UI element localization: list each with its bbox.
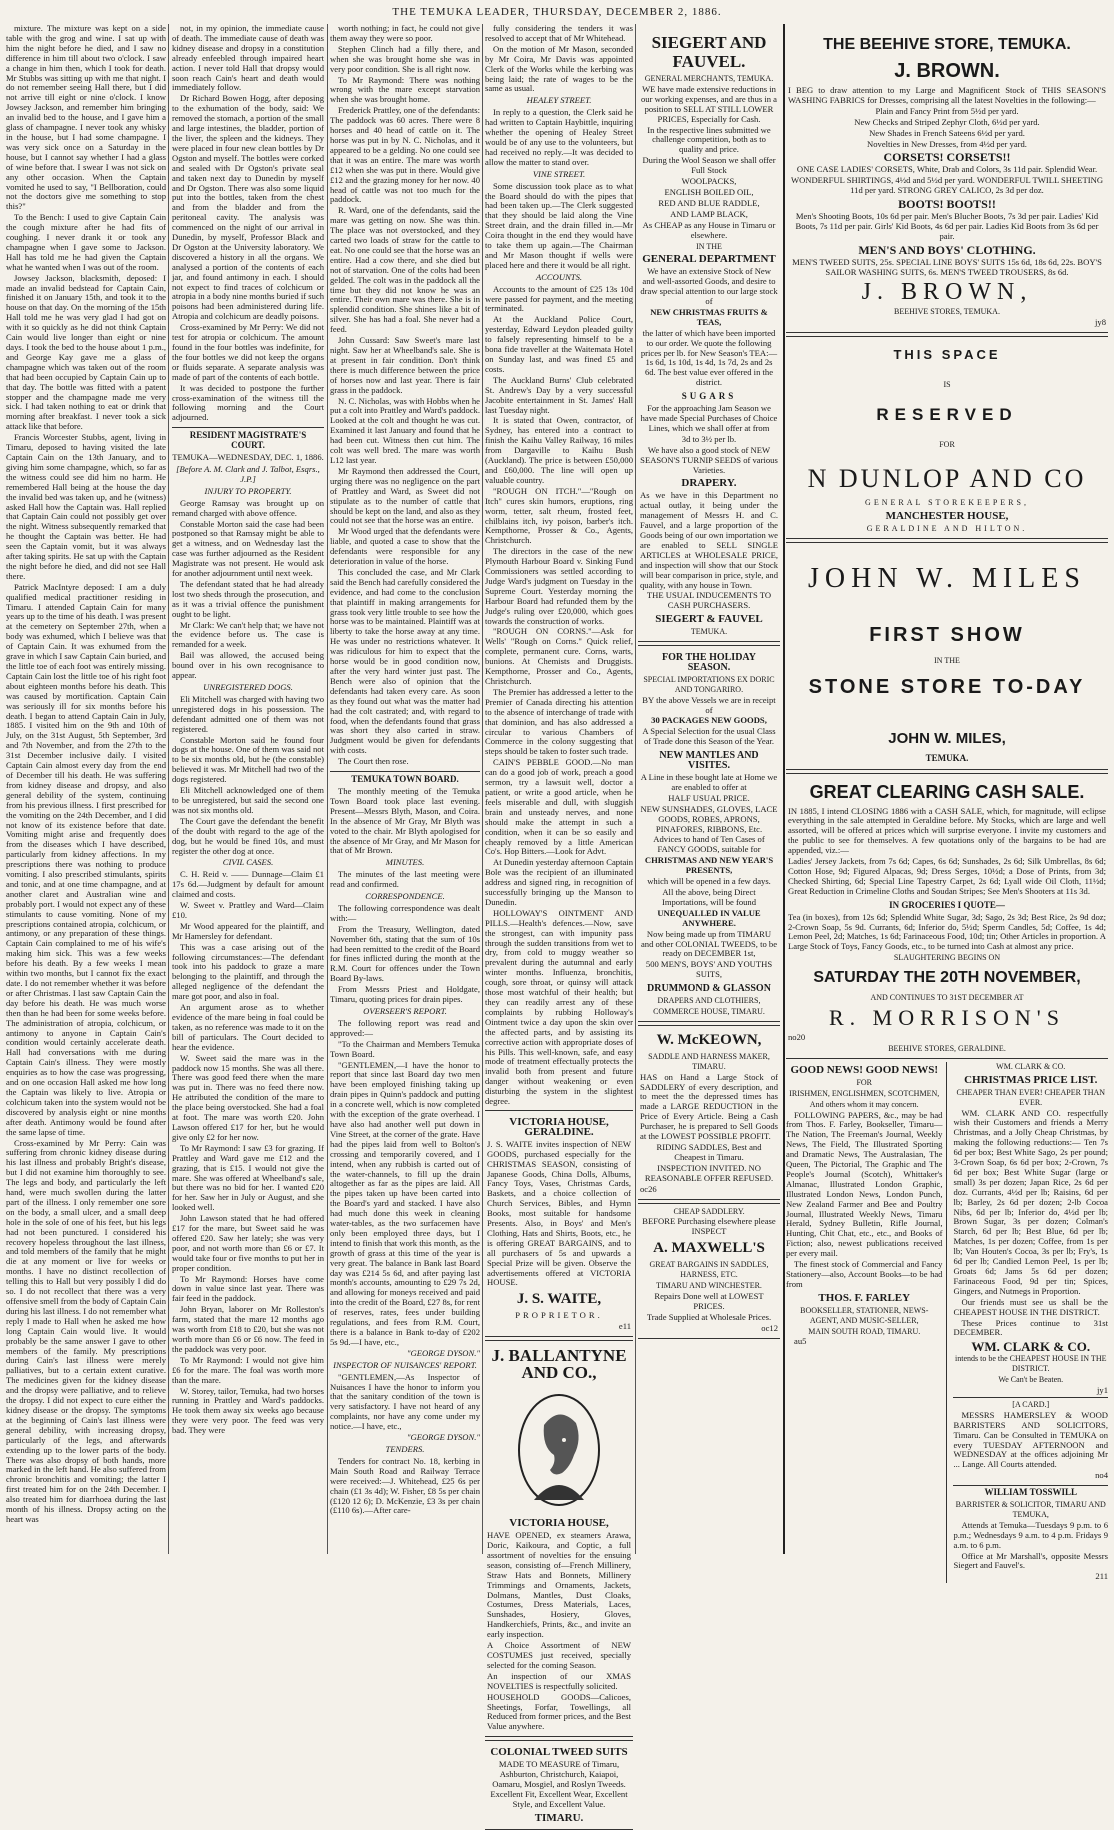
subheading: ACCOUNTS. [535,271,583,282]
ad-body: J. S. WAITE invites inspection of NEW GOODS, purchased especially for the CHRISTMAS SEASON, consisting of Japanese Goods, China Dolls, Albums, Fancy Toys, Vases, Christmas Cards, Baskets, and a choice collection of Church Services, Bibles, and Hymn Books, most suitable for handsome Presents. Also, in Boys' and Men's Clothing, Hats and Shirts, Boots, etc., he is offering GREAT BARGAINS, and to all purchasers of 5s and upwards a Special Prize will be given. Observe the advertisements offered at VICTORIA HOUSE. [487,1138,631,1288]
ad-signature: THOS. F. FARLEY [818,1291,911,1304]
paragraph: Constable Morton said he found four dogs at the house. One of them was said not to be six months old, but he (the constable) believed it was. Mr Mitchell had two of the dogs registered. [172,734,324,785]
subheading: CIVIL CASES. [222,857,274,868]
ad-body: which will be opened in a few days. [647,876,771,887]
subheading: INJURY TO PROPERTY. [204,485,292,496]
paragraph: From the Treasury, Wellington, dated November 6th, stating that the sum of 10s had been remitted to the credit of the Board for fines inflicted during the month at the R.M. Court for offences under the Town Board By-laws. [330,923,480,984]
ad-sub: BEEHIVE STORES, GERALDINE. [888,1043,1006,1053]
ad-body: 500 MEN'S, BOYS' AND YOUTHS SUITS, [645,959,773,980]
column-6 [786,24,1108,1582]
paragraph: Cross-examined by Mr Perry: Cain was suffering from chronic kidney disease during his last illness and probably Bright's disease, but I did not examine him thoroughly to see. The legs and body, and particularly the left hand, were much swollen during the latter part of the illness. I only remember one sore on the body, a small ulcer, and a small deep hole in the sole of one of his feet, but his legs had not been punctured. I considered his recovery hopeless throughout the last illness, and told members of the family that he might die at any moment or live for weeks or months. I have no distinct recollection of telling this to Hall but very possibly I did do so. I do not recollect that there was a very offensive smell from the body of Captain Cain during his last illness. I do not remember what reply I made to Hall when he asked me how long Captain Cain would live. It would probably be the same answer I gave to other members of the family. My prescriptions during Cain's last illness were merely palliatives, but to a certain extent curative. The medicines given for the kidney disease and the dropsy were palliative, and to relieve the dropsy. I did not expect to cure either the kidney disease or the dropsy. The symptoms at the beginning of Cain's last illness were general debility, with increasing dropsy, particularly of the legs, and afterwards extending up to the lower parts of the body. There was also dropsy of both hands, more marked in the left hand. He also suffered from chronic bronchitis and vomiting; the latter I first treated him for on the 24th December. I also treated him for diarrhoea during the last month of his illness. Dropsy acting on the heart was [6,1137,166,1524]
ad-body: A Choice Assortment of NEW COSTUMES just received, specially selected for the coming Season. [487,1640,631,1670]
ad-proprietor: PROPRIETOR. [515,1310,603,1321]
ad-sub: CHEAPER THAN EVER! CHEAPER THAN EVER. [956,1087,1106,1107]
paragraph: Frederick Prattley, one of the defendants: The paddock was 60 acres. There were 8 horses and 40 head of cattle on it. The horse was put in by N. C. Nicholas, and it appeared to be a gelding. No one could see that it was an entire. The mare was worth £12 when she was put in there. Would give £12 and the grazing money for her now. 40 head of cattle was not too much for the paddock. [330,105,480,205]
ad-list-item: RED AND BLUE RADDLE, [658,197,760,208]
ad-body: Men's Shooting Boots, 10s 6d per pair. Men's Blucher Boots, 7s 3d per pair. Ladies' Kid Boots, 7s 11d per pair. Girls' Kid Boots, 4s 6d per pair. Ladies Kid Boots from 3s 6d per pair. [795,210,1099,241]
ad-body: Repairs Done well at LOWEST PRICES. [654,1290,764,1311]
ad-ref: e11 [618,1321,631,1332]
paragraph: George Ramsay was brought up on remand charged with above offence. [172,497,324,518]
advertisement-reserved [786,336,1108,539]
paragraph: "ROUGH ON ITCH."—"Rough on Itch" cures skin humors, eruptions, ring worm, tetter, salt rheum, frosted feet, chilblains itch, ivy poison, barber's itch. Kempthorne, Prosser & Co., Agents, Christchurch. [485,485,633,546]
ad-body: HOUSEHOLD GOODS—Calicoes, Sheetings, Forfar, Towellings, all Reduced from former prices, and the Best Value anywhere. [487,1691,631,1732]
ad-sub: BEEHIVE STORES, TEMUKA. [894,307,1000,317]
ad-card: [A CARD.] [953,1397,1108,1410]
ad-sub: GENERAL STOREKEEPERS, [865,498,1029,508]
ad-place: TEMUKA. [690,627,728,637]
paragraph: It was decided to postpone the further cross-examination of the witness till the following morning and the Court adjourned. [172,382,324,423]
paragraph: It is stated that Owen, contractor, of Sydney, has entered into a contract to finish the Kaihu Valley Railway, 16 miles from Dargaville to Kaihu Bush (Auckland). The price is between £50,000 and £60,000. The line will open up valuable country. [485,415,633,485]
ad-body: During the Wool Season we shall offer Full Stock [642,155,776,176]
ad-text: AND CONTINUES TO 31ST DECEMBER AT [870,993,1024,1003]
ad-body: HAS on Hand a Large Stock of SADDLERY of every description, and to meet the the depressed times has made a LARGE REDUCTION in the Price of Every Article. Being a Cash Purchaser, he is prepared to Sell Goods at the LOWEST POSSIBLE PROFIT. [640,1071,778,1142]
advertisement-ballantyne [485,1340,633,1737]
ad-sub: DRAPERS AND CLOTHIERS, [657,996,761,1006]
ad-ref: no4 [1095,1470,1108,1481]
paragraph: N. C. Nicholas, was with Hobbs when he put a colt into Prattley and Ward's paddock. Looked at the colt and thought he was cut. Examined it last January and found that he had been cut. Witness then cut him. The colt was well bred. The mare was worth L12 last year. [330,395,480,465]
paragraph: The monthly meeting of the Temuka Town Board took place last evening. Present—Messrs Blyth, Mason, and Coira. In the absence of Mr Gray, Mr Blyth was voted to the chair. Mr Blyth apologised for the absence of Mr Gray, and Mr Mason for that of Mr Brown. [330,785,480,856]
ad-signature: J. BROWN, [861,279,1033,306]
paragraph: Stephen Clinch had a filly there, and when she was brought home she was in very poor condition. She is all right now. [330,43,480,74]
ad-body: IN 1885, I intend CLOSING 1886 with a CASH SALE, which, for magnitude, will eclipse everything in the sale attempted in Geraldine before. My Stocks, which are large and well assorted, will be offered at prices which will surprise everyone. I invite my customers and the public to see for themselves. A few quotations only of the bargains to be had are appended, viz.:— [788,805,1106,856]
ad-body: For the approaching Jam Season we have made Special Purchases of Choice Lines, which we shall offer at from [640,403,778,433]
ad-heading: CORSETS! CORSETS!! [883,150,1011,165]
paragraph: The directors in the case of the new Plymouth Harbour Board v. Sinking Fund Commissioners was settled according to Judge Ward's judgment on Tuesday in the Supreme Court. Yesterday morning the Harbour Board had refunded them by the Judge's ruling over £20,000, which goes towards the construction of works. [485,546,633,626]
ad-name: R. MORRISON'S [828,1005,1065,1031]
paragraph: Eli Mitchell was charged with having two unregistered dogs in his possession. The defendant admitted one of them was not registered. [172,693,324,734]
ad-text: FOR [856,1077,873,1087]
paragraph: mixture. The mixture was kept on a side table with the grog and wine. I sat up with him the night before he died, and I saw no difference in him till about two o'clock. I saw a change in him then, which I took for death. Mr Stubbs was sitting up with me that night. I do not remember seeing Hall there, but I did not arrive till eight or nine o'clock. I know Jowsey Jackson, and remember him bringing an invalid bed to the house, and I gave him a glass of champagne. I never took any whisky in the house, but I had some champagne. I was very sick once on a Saturday in the house, but I cannot say whether I had a glass of wine before that. I swear I was not sick on any other occasion. When the Captain vomited he used to say, "I Bellboration, could not the doctors give me something to stop this?" [6,23,166,212]
ad-place: TIMARU. [534,1811,584,1824]
advertisement-clearing-sale [786,773,1108,1059]
paragraph: At Dunedin yesterday afternoon Captain Bole was the recipient of an illuminated address and signed ring, in recognition of successfully bringing up the Manson to Dunedin. [485,857,633,907]
signature: "GEORGE DYSON." [406,1432,480,1443]
ad-body: As we have in this Department no actual outlay, it being under the management of Messrs H. and C. Fauvel, and a large proportion of the Goods being of our own importation we are enabled to SELL SINGLE ARTICLES at WHOLESALE PRICE, and inspection will show that our Stock will bear comparison in price, style, and quality, with any house in Town. [640,490,778,590]
ad-body: INSPECTION INVITED. NO REASONABLE OFFER REFUSED. [644,1162,774,1183]
ad-sub: intends to be the CHEAPEST HOUSE IN THE DISTRICT. [955,1354,1107,1374]
paragraph: Accounts to the amount of £25 13s 10d were passed for payment, and the meeting terminated. [485,283,633,314]
ad-body: NEW CHRISTMAS FRUITS & TEAS, [650,306,768,327]
ad-text: IS [943,380,951,390]
ad-sub: BOOKSELLER, STATIONER, NEWS-AGENT, AND MUSIC-SELLER, [800,1305,929,1325]
ad-body: ONE CASE LADIES' CORSETS, White, Drab and Colors, 3s 11d pair. Splendid Wear. [796,164,1098,175]
paragraph: To Mr Raymond: Horses have come down in value since last year. There was fair feed in the paddock. [172,1273,324,1304]
paragraph: The defendant stated that he had already lost two sheds through the prosecution, and as it was a trivial offence the punishment ought to be light. [172,578,324,619]
ad-body: BEFORE Purchasing elsewhere please INSPECT [642,1216,776,1237]
ad-signature: JOHN W. MILES, [888,729,1006,747]
ad-name: SIEGERT AND FAUVEL. [651,33,767,71]
ad-body: UNEQUALLED IN VALUE ANYWHERE. [657,907,761,928]
advertisement-good-news [786,1062,947,1583]
paragraph: The minutes of the last meeting were read and confirmed. [330,869,480,890]
ad-list-item: New Shades in French Sateens 6½d per yard. [869,127,1025,138]
ad-body: Attends at Temuka—Tuesdays 9 p.m. to 6 p.m.; Wednesdays 9 a.m. to 4 p.m. Fridays 9 a.m. to 6 p.m. [953,1519,1108,1550]
ad-title: FOR THE HOLIDAY SEASON. [662,652,756,673]
paragraph: John Bryan, laborer on Mr Rolleston's farm, stated that the mare 12 months ago was worth from £18 to £20, but she was not worth more than £6 or £6 now. The feed in the paddock was very poor. [172,1304,324,1354]
ad-sub: IRISHMEN, ENGLISHMEN, SCOTCHMEN, [789,1088,940,1098]
ad-body: These Prices continue to 31st DECEMBER. [953,1317,1108,1338]
paragraph: HOLLOWAY'S OINTMENT AND PILLS.—Health's defences.—Now, save the strongest, can with impunity pass through the sudden transitions from wet to dry, from cold to muggy weather so prevalent during the autumnal and early winter months. Influenza, bronchitis, cough, sore throat, or quinsy will attack those most watchful of their health; but they can readily arrest any of these complaints by rubbing Holloway's Ointment twice a day upon the skin over the affected parts, and by assisting its corrective action with appropriate doses of his Pills. This well-known, safe, and easy mode of treatment effectually protects the invalid both from present and future danger without weakening or even disturbing the system in the slightest degree. [485,907,633,1107]
ad-sub: SPECIAL IMPORTATIONS EX DORIC AND TONGARIRO. [643,674,775,694]
paragraph: "To the Chairman and Members Temuka Town Board. [330,1038,480,1059]
paragraph: The following correspondence was dealt with:— [330,902,480,923]
paragraph: W. Storey, tailor, Temuka, had two horses running in Prattley and Ward's paddocks. He took them away six weeks ago because they were very poor. The feed was very bad. They were [172,1385,324,1436]
ad-ref: jy1 [1097,1384,1108,1395]
paragraph: CAIN'S PEBBLE GOOD.—No man can do a good job of work, preach a good sermon, try a lawsuit well, doctor a patient, or write a good article, when he feels miserable and dull, with sluggish brain and unsteady nerves, and none should make the attempt in such a condition, when it can be so easily and cheaply removed by a little American Co's. Hop Bitters.—Look for Advt. [485,757,633,857]
ad-pre: WM. CLARK & CO. [996,1061,1066,1071]
ad-body: HAVE OPENED, ex steamers Arawa, Doric, Kaikoura, and Coptic, a full assortment of novelties for the ensuing season, consisting of—French Millinery, Straw Hats and Bonnets, Millinery Trimmings and Ornaments, Jackets, Dolmans, Mantles, Dust Cloaks, Costumes, Dress Materials, Laces, Sunshades, Hosiery, Gloves, Handkerchiefs, Prints, &c., and invite an early inspection. [487,1530,631,1640]
column-5 [638,24,780,1554]
ad-body: Tea (in boxes), from 12s 6d; Splendid White Sugar, 3d; Sago, 2s 3d; Best Rice, 2s 9d doz; 2-Crown Soap, 5s 9d. Currants, 6d; Inferior do, 5½d; Sperm Candles, 5d; Coffee, 1s 4d; Lemon Peel, 2d; Matches, 1s 6d; Farinaceous Food, 10d; tin; Other Articles in proportion. A Large Stock of Toys, Fancy Goods, etc., to be turned into Cash at almost any price. [788,911,1106,952]
paragraph: At the Auckland Police Court, yesterday, Edward Leydon pleaded guilty to falsely representing himself to be a bona fide traveller at the Waitemata Hotel on Sunday last, and was fined £5 and costs. [485,314,633,374]
ad-heading: GENERAL DEPARTMENT [642,253,776,266]
column-2 [172,24,324,1554]
ad-list-item: AND LAMP BLACK, [670,208,748,219]
ad-list-item: WOOLPACKS, [681,176,737,187]
ad-title: CHRISTMAS PRICE LIST. [964,1073,1098,1086]
section-heading: TEMUKA TOWN BOARD. [330,771,480,785]
ad-body: RIDING SADDLES, Best and Cheapest in Timaru. [656,1142,762,1162]
ad-body: Our friends must see us shall be the CHEAPEST HOUSE IN THE DISTRICT. [953,1296,1108,1317]
paragraph: "ROUGH ON CORNS."—Ask for Wells' "Rough on Corns." Quick relief, complete, permanent cure. Corns, warts, bunions. At Chemists and Druggists. Kempthorne, Prosser and Co., Agents, Christchurch. [485,626,633,686]
ad-body: 30 PACKAGES NEW GOODS, [651,715,767,726]
bottom-ads-row [786,1062,1108,1583]
paragraph: "GENTLEMEN,—I have the honor to report that since last Board day two men have been employed finishing taking up drain pipes in Quinn's paddock and putting in a concrete well, which is now completed with the exception of the grate overhead. I have also had another well put down in Vine Street, at the corner of the grate. Have had the pipes laid from well to Bolton's crossing and temporarily covered, and I intend, when any rubbish is carted out of the water-channels, to fill up the drain altogether as far as the pipes are laid. All the pipes taken up have been carted into the Board's yard and stacked. I have also had much done this week in cleaning water-tables, as the two surfacemen have only been employed three days, but I intend to finish that work this month, as the growth of grass at this time of the year is very great. The balance in Bank last Board day was £214 5s 6d, and after paying last month's accounts, amounting to £29 7s 2d, and allowing for moneys received and paid into the credit of the Board, £27 8s, for rent of reserves, rates, fees under building regulations, and fees from R.M. Court, there is a balance in Bank to-day of £202 5s 9d.—I have, etc., [330,1059,480,1347]
paragraph: not, in my opinion, the immediate cause of death. The immediate cause of death was kidney disease and dropsy in a constitution already enfeebled through impaired heart action. I never told Hall that dropsy would soon reach Cain's heart and death would immediately follow. [172,23,324,93]
ad-body: FOLLOWING PAPERS, &c., may be had from Thos. F. Farley, Bookseller, Timaru—The Nation, The Freeman's Journal, Weekly News, The Field, The Illustrated Sporting and Dramatic News, The Australasian, The Queen, The Pictorial, The Graphic and The People's Journal (Scotch), Whittaker's Almanac, Illustrated London Graphic, Illustrated London News, London Punch, New Zealand Farmer and Bee and Poultry Journal, Illustrated Weekly News, Timaru Herald, Sydney Bulletin, Rifle Journal, Hunting, Chit Chat, etc., etc., and Books of Fiction; also, newest publications received per every mail. [786,1109,943,1259]
paragraph: Mr Clark: We can't help that; we have not the evidence before us. The case is remanded for a week. [172,619,324,650]
paragraph: Mr Wood urged that the defendants were liable, and quoted a case to show that the defendants were responsible for any deterioration in value of the horse. [330,526,480,567]
advertisement-victoria-house [485,1110,633,1337]
ad-house: MANCHESTER HOUSE, [885,509,1009,522]
ad-body: A Line in these bought late at Home we are enabled to offer at [640,772,778,792]
court-bench: [Before A. M. Clark and J. Talbot, Esqrs., J.P.] [176,463,320,484]
section-heading: RESIDENT MAGISTRATE'S COURT. [172,427,324,451]
advertisement-mckeown [638,1025,780,1200]
ad-body: Advices to hand of Ten Cases of FANCY GOODS, suitable for [653,834,765,855]
column-3 [330,24,480,1554]
ad-body: A Special Selection for the usual Class of Trade done this Season of the Year. [642,726,776,747]
advertisement-tweed-suits [485,1740,633,1829]
ad-sub: GENERAL MERCHANTS, TEMUKA. [644,74,774,83]
paragraph: To Mr Raymond: I saw £3 for grazing. If Prattley and Ward gave me £12 and the grazing, that is £15. I would not give the mare. She was offered at Wheelband's sale, but there was no bid for her. I wanted £20 for her. Saw her in July or August, and she looked well. [172,1142,324,1213]
ad-list-item: Plain and Fancy Print from 5½d per yard. [875,105,1019,116]
column-rule [327,24,328,1554]
ad-text: RESERVED [876,405,1018,425]
ad-body: MADE TO MEASURE of Timaru, Ashburton, Christchurch, Kaiapoi, Oamaru, Mosgiel, and Roslyn Tweeds. Excellent Fit, Excellent Wear, Excellent Style, and Excellent Value. [490,1759,628,1809]
paragraph: C. H. Reid v. —— Dunnage—Claim £1 17s 6d.—Judgment by default for amount claimed and costs. [172,869,324,900]
ad-list-item: Novelties in New Dresses, from 4½d per yard. [867,138,1027,149]
column-1 [6,24,166,1554]
column-rule [168,24,169,1554]
advertisement-beehive [786,27,1108,333]
ad-ref: 211 [1095,1571,1108,1582]
paragraph: The Court then rose. [338,756,409,767]
advertisement-clark [953,1062,1108,1583]
ad-heading: NEW MANTLES AND VISITES. [659,750,759,772]
ad-ref: oc12 [761,1322,778,1333]
ad-place: GERALDINE AND HILTON. [866,523,1028,533]
ad-sub: SADDLE AND HARNESS MAKER, TIMARU. [648,1051,770,1071]
ad-text: STONE STORE TO-DAY [808,675,1086,698]
paragraph: To Mr Raymond: There was nothing wrong with the mare except starvation when she was brought home. [330,74,480,105]
paragraph: Jowsey Jackson, blacksmith, deposed: I made an invalid bedstead for Captain Cain, finished it on January 15th, and took it to the house on that day. On the morning of the 15th Hall told me he was very glad I had got on with it so quickly as he did not think Captain Cain would live longer than eight or nine days. I took the bed to the house about 1 p.m., and George Kay gave me a glass of champagne which was taken out of the room that had been occupied by Captain Cain up to that day. The bottle was fitted with a patent stopper and the champagne made me very sick. I had taken nothing to eat or drink that morning after breakfast. I never took a sick attack like that before. [6,272,166,432]
subheading: CORRESPONDENCE. [365,891,445,902]
paragraph: Cross-examined by Mr Perry: We did not test for atropia or colchicum. The amount found in the four bottles was indefinite, for the four bottles we did not keep the organs or fluids separate. A separate analysis was made of part of the contents of each bottle. [172,322,324,382]
subheading: MINUTES. [385,857,425,868]
paragraph: On the motion of Mr Mason, seconded by Mr Coira, Mr Davis was appointed Clerk of the Works while the kerbing was being laid; the rate of wages to be the same as usual. [485,43,633,94]
ad-body: The finest stock of Commercial and Fancy Stationery—also, Account Books—to be had from [786,1259,943,1289]
ad-heading: BOOTS! BOOTS!! [898,197,996,212]
signature: "GEORGE DYSON." [406,1347,480,1358]
advertisement-siegert-fauvel [638,27,780,642]
ad-text: SLAUGHTERING BEGINS ON [893,953,1001,963]
paragraph: W. Sweet said the mare was in the paddock now 15 months. She was all there. There was good feed there when the mare was put in. There was no feed there now. He attributed the condition of the mare to the place being overstocked. She had a foal at foot. The mare was worth £20. John Lawson offered £17 for her, but he would give only £2 for her now. [172,1052,324,1142]
court-date: TEMUKA—WEDNESDAY, DEC. 1, 1886. [172,452,324,463]
ad-title: VICTORIA HOUSE, GERALDINE. [509,1115,609,1138]
ad-name: J. BALLANTYNE AND CO., [491,1346,627,1383]
ad-date: SATURDAY THE 20TH NOVEMBER, [813,969,1081,987]
ad-body: As CHEAP as any House in Timaru or elsewhere. [642,219,776,240]
ad-ref: oc26 [640,1183,657,1194]
ad-body: An inspection of our XMAS NOVELTIES is respectfully solicited. [487,1670,631,1691]
ad-sub: And others whom it may concern. [809,1099,919,1109]
advertisement-holiday-season [638,645,780,1022]
paragraph: Eli Mitchell acknowledged one of them to be unregistered, but said the second one was not six months old. [172,785,324,815]
ad-body: HALF USUAL PRICE. [668,792,750,803]
ad-text: IN THE [934,655,960,665]
ad-house: VICTORIA HOUSE, [509,1517,609,1530]
paragraph: W. Sweet v. Prattley and Ward—Claim £10. [172,900,324,920]
ad-title: THE BEEHIVE STORE, TEMUKA. [823,36,1071,53]
ad-place: TEMUKA. [925,752,969,763]
paragraph: The Premier has addressed a letter to the Premier of Canada directing his attention to the absence of interchange of trade with that dominion, and has also addressed a circular to various Chambers of Commerce in the colony suggesting that steps should be taken to foster such trade. [485,686,633,757]
ad-list-item: ENGLISH BOILED OIL, [664,186,754,197]
paragraph: "GENTLEMEN,—As Inspector of Nuisances I have the honor to inform you that the sanitary condition of the town is very satisfactory. I have not heard of any complaints, nor have any come under my notice.—I have, etc., [330,1371,480,1432]
ad-body: CHRISTMAS AND NEW YEAR'S PRESENTS, [644,855,774,876]
ad-body: Trade Supplied at Wholesale Prices. [646,1311,772,1322]
column-rule [635,24,636,1554]
column-rule [783,24,785,1554]
paragraph: fully considering the tenders it was resolved to accept that of Mr Whitehead. [485,23,633,43]
column-rule [482,24,483,1554]
ad-name: J. S. WAITE, [516,1291,602,1308]
paragraph: R. Ward, one of the defendants, said the mare was getting on now. She was thin. The place was not overstocked, and they carted two loads of straw for the cattle to eat. No one could see that the horse was an entire. Had a cow there, and she died but not of starvation. One of the colts had been gelded. The colt was in the paddock all the time but they did not know he was an entire. Their own mare was there. She is in splendid condition. She shines like a bit of silver. She has had a foal. She never had a feed. [330,205,480,335]
ad-ref: no20 [788,1032,806,1043]
paragraph: The Auckland Burns' Club celebrated St. Andrew's Day by a very successful Jacobite entertainment in St. James' Hall last Tuesday night. [485,374,633,415]
ad-title: COLONIAL TWEED SUITS [490,1746,628,1759]
ad-text: FOR [939,440,955,450]
ad-name: JOHN W. MILES [808,562,1086,594]
paragraph: Mr Wood appeared for the plaintiff, and Mr Hamersley for defendant. [172,920,324,941]
ad-body: 3d to 3½ per lb. [681,433,737,444]
queen-portrait-icon [504,1385,614,1515]
ad-ref: jy8 [1095,317,1106,328]
paragraph: Some discussion took place as to what the Board should do with the pipes that had been taken up.—The Clerk suggested that they should be laid along the Vine Street drain, and the drain filled in.—Mr Coira thought in the end they would have to take them up again.—The Chairman and Mr Mason thought if wells were placed here and there it would be all right. [485,180,633,270]
ad-body: BY the above Vessels we are in receipt of [642,694,776,715]
ad-heading: MEN'S AND BOYS' CLOTHING. [858,242,1036,257]
ad-body: Now being made up from TIMARU and other COLONIAL TWEEDS, to be ready on DECEMBER 1st, [640,928,778,959]
subheading: UNREGISTERED DOGS. [203,682,293,692]
ad-body: MEN'S TWEED SUITS, 25s. SPECIAL LINE BOYS' SUITS 15s 6d, 18s 6d, 22s. BOY'S SAILOR WASHING SUITS, 6s. MEN'S TWEED TROUSERS, 8s 6d. [792,256,1102,277]
ad-body: I BEG to draw attention to my Large and Magnificent Stock of THIS SEASON'S WASHING FABRICS for Dresses, comprising all the latest Novelties in the following:— [788,85,1106,105]
paragraph: Mr Raymond then addressed the Court, urging there was no negligence on the part of Prattley and Ward, as Sweet did not stipulate as to the number of cattle that should be kept on the land, and also as they could not see that the horse was an entire. [330,465,480,526]
ad-body: WONDERFUL SHIRTINGS, 4½d and 5½d per yard. WONDERFUL TWILL SHEETING 11d per yard. STRONG GREY CALICO, 2s 3d per doz. [790,175,1104,196]
ad-body: WE have made extensive reductions in our working expenses, and are thus in a position to SELL AT STILL LOWER PRICES, Especially for Cash. [640,83,778,124]
paragraph: Francis Worcester Stubbs, agent, living in Timaru, deposed to having visited the late Captain Cain on the 13th January, and to giving him some champagne, which, so far as the witness could see did him no harm. He remembered Hall being at the house the day the invalid bed was taken up, and he (witness) asked Hall how the Captain was. Hall replied that Captain Cain could not possibly get over the night. Witness subsequently remarked that he thought the Captain was better. He had seen the Captain vomit, but it was always after taking spirits. He sat up with the Captain the night before he died, and did not see Hall there. [6,432,166,581]
paragraph: John Cussard: Saw Sweet's mare last night. Saw her at Wheelband's sale. She is at present in fair condition. Don't think there is much difference between the price of horses now and last year. There is fair grass in the paddock. [330,335,480,395]
ad-body: WM. CLARK AND CO. respectfully wish their Customers and friends a Merry Christmas, and a Jolly Cheap Christmas, by making the following reductions:— Ten 7s 6d per box; Best White Sago, 2s per pound; 3-Crown Soap, 6s 6d per box; 2-Crown, 7s 6d per box; Best White Sugar (large or small) 3s per dozen; Japan Rice, 2s 6d per doz. Currants, 4½d per lb; Raisins, 6d per lb; Barley, 2s 6d per dozen; 2-lb Cocoa Nibs, 6d per lb; Inferior do, 4½d per lb; Brown Sugar, 3s per dozen; Colman's Starch, 6d per lb; Best Blue, 6d per lb; Matches, 1s per dozen; Coffee, from 1s per lb; Van Houten's Cocoa, 3s per lb; Fry's, 1s 6d per lb; Candied Lemon Peel, 1s per lb; Groats 6d; Jams 5s 6d per dozen; Farinaceous Food, 9d per tin; Spices, Gingers, and Nutmegs in Proportion. [953,1107,1108,1296]
ad-heading: SUGARS [681,391,737,402]
ad-body: In the respective lines submitted we challenge competition, both as to quality and price. [647,124,771,155]
ad-text: FIRST SHOW [869,623,1025,646]
ad-name: WILLIAM TOSSWILL [953,1485,1108,1498]
ad-text: IN THE [696,241,722,251]
ad-sub: GREAT BARGAINS IN SADDLES, HARNESS, ETC. [649,1260,769,1280]
ad-name: A. MAXWELL'S [653,1240,765,1257]
ad-text: THIS SPACE [893,347,1001,363]
paragraph: This was a case arising out of the following circumstances:—The defendant took into his paddock to graze a mare belonging to the plaintiff, and through the alleged negligence of the defendant the mare got poor, and also in foal. [172,941,324,1002]
ad-body: MESSRS HAMERSLEY & WOOD BARRISTERS AND SOLICITORS, Timaru. Can be Consulted in TEMUKA on every TUESDAY AFTERNOON and WEDNESDAY at the offices adjoining Mr ... Lange. All Courts attended. [953,1409,1108,1470]
column-4 [485,23,633,1824]
ad-list-item: New Checks and Striped Zephyr Cloth, 6½d per yard. [854,116,1040,127]
ad-signature: SIEGERT & FAUVEL [655,613,763,626]
ad-name: W. McKEOWN, [656,1031,762,1048]
ad-ref: au5 [794,1336,807,1347]
subheading: HEALEY STREET. [526,95,592,106]
paragraph: worth nothing; in fact, he could not give them away they were so poor. [330,23,480,43]
paragraph: From Messrs Priest and Holdgate, Timaru, quoting prices for drain pipes. [330,984,480,1005]
paragraph: The Court gave the defendant the benefit of the doubt with regard to the age of the dog, but he would be fined 10s, and must register the other dog at once. [172,815,324,856]
masthead: THE TEMUKA LEADER, THURSDAY, DECEMBER 2, 1886. [392,6,722,18]
ad-title: GREAT CLEARING CASH SALE. [809,781,1085,802]
ad-text: We Can't be Beaten. [998,1375,1064,1385]
paragraph: Bail was allowed, the accused being bound over in his own recognisance to appear. [172,650,324,681]
ad-body: THE USUAL INDUCEMENTS TO CASH PURCHASERS. [646,590,772,611]
subheading: OVERSEER'S REPORT. [363,1006,447,1016]
subheading: INSPECTOR OF NUISANCES' REPORT. [333,1359,477,1370]
paragraph: To the Bench: I used to give Captain Cain the cough mixture after he had fits of coughing. I never drank it or took any champagne when I gave some to Jackson. Hall has told me he had given the Captain what he wanted when I was out of the room. [6,212,166,272]
paragraph: John Lawson stated that he had offered £17 for the mare, but Sweet said he was offered £20. Saw her lately; she was very poor, and not worth more than £6 or £7. It would take four or five months to put her in proper condition. [172,1213,324,1273]
ad-body: Ladies' Jersey Jackets, from 7s 6d; Capes, 6s 6d; Sunshades, 2s 6d; Silk Umbrellas, 8s 6d; Cotton Hose, 9d; Figured Alpacas, 9d; Dress Serges, 10½d; a Dose of Prints, from 3d; Checked Shirting, 6d; Special Line Tapestry Carpet, 2s 6d; Lyall wide Oil Cloth, 11½d; Great Reduction in Crimeline Cloths and Soudan Stripes; See Men's Shooters at 11s 3d. [788,856,1106,896]
ad-title: GOOD NEWS! GOOD NEWS! [790,1063,939,1076]
paragraph: Constable Morton said the case had been postponed so that Ramsay might be able to get a witness, and on Wednesday last the case was further adjourned as the Resident Magistrate was not present. He would ask for another adjournment until next week. [172,518,324,579]
ad-heading: DRAPERY. [681,477,737,490]
ad-body: We have an extensive Stock of New and well-assorted Goods, and desire to draw special attention to our large stock of [640,266,778,307]
advertisement-john-miles [786,542,1108,770]
ad-body: Office at Mr Marshall's, opposite Messrs Siegert and Fauvel's. [953,1550,1108,1571]
ad-body: All the above, being Direct Importations, will be found [661,886,757,907]
ad-body: We have also a good stock of NEW SEASON'S TURNIP SEEDS of various Varieties. [640,444,778,475]
paragraph: An argument arose as to whether evidence of the mare being in foal could be taken, as no reference was made to it on the bill of particulars. The Court decided to hear the evidence. [172,1002,324,1052]
ad-pre: CHEAP SADDLERY. [673,1206,745,1216]
ad-sub: BARRISTER & SOLICITOR, TIMARU AND TEMUKA, [955,1500,1106,1519]
subheading: VINE STREET. [532,168,586,179]
ad-name: DRUMMOND & GLASSON [647,983,771,995]
ad-address: COMMERCE HOUSE, TIMARU. [653,1006,765,1016]
paragraph: Dr Richard Bowen Hogg, after deposing to the exhumation of the body, said: We removed the stomach, a portion of the small and large intestines, the bladder, portion of the liver, the spleen and the kidneys. They were placed in four new clean bottles by Dr Ogston and myself. The bottles were corked and sealed with Dr Ogston's private seal and taken next day to Dunedin by myself and Dr Ogston. There was also some liquid put into the bottles, taken from the chest and from the bladder and from the peritoneal cavity. The analysis was commenced on the night of our arrival in Dunedin, by myself, Professor Black and Dr Ogston at the University laboratory. We discovered a history in all the organs. We analysed a portion of the contents of each jar, and found antimony in each. I should not expect to find traces of colchicum or atropia in a body nine months buried if such poisons had been administered during life. Atropia and colchicum are deadly poisons. [172,93,324,322]
ad-name: N DUNLOP AND CO [807,464,1087,494]
ad-name: J. BROWN. [894,60,1000,82]
ad-address: MAIN SOUTH ROAD, TIMARU. [808,1326,921,1336]
ad-signature: WM. CLARK & CO. [971,1339,1091,1355]
ad-body: NEW SUNSHADES, GLOVES, LACE GOODS, ROBES, APRONS, PINAFORES, RIBBONS, Etc. [640,803,778,834]
subheading: TENDERS. [385,1443,425,1454]
ad-heading: IN GROCERIES I QUOTE— [889,899,1005,910]
advertisement-maxwell [638,1203,780,1339]
paragraph: The following report was read and approved:— [330,1017,480,1038]
paragraph: This concluded the case, and Mr Clark said the Bench had carefully considered the evidence, and had come to the conclusion that plaintiff in making arrangements for grass took very little trouble to see how the horse was to be maintained. Plaintiff was at liberty to take the horse away at any time. He was under no restrictions whatever. It was ridiculous for him to expect that the horse would be in good condition now, after the very hard winter just past. The Bench were also of opinion that the defendants had taken every care. As soon as they found out what was the matter had had the colt castrated; and, with regard to food, when the defendants found that grass was short they also carted in straw. Judgment would be given for defendants with costs. [330,566,480,756]
paragraph: Patrick MacIntyre deposed: I am a duly qualified medical practitioner residing in Timaru. I attended Captain Cain for many years up to the time of his death. I was present at the cemetery on September 27th, when a body was exhumed, which I believe was that of Captain Cain. It was exhumed from the grave in which I saw Captain Cain buried, and the little toe of each foot was entirely missing. Captain Cain lost the little toe of his right foot about eighteen months before his death. This was caused by mortification. Captain Cain was seriously ill for six months before his death. I began to attend Captain Cain in July, 1885. I visited him on the 9th and 10th of July, on the 31st August, 5th September, 3rd and 7th November, and from the 27th to the 31st December inclusive daily. I visited Captain Cain almost every day from the end of December till his death. He was suffering from kidney disease and dropsy, and also general debility of the system, continuing from his previous illness. I first prescribed for the vomiting on the 24th December, and I did not know of its existence before that date. Vomiting might arise and frequently does from the diseases which I have described, particularly from kidney affections. In my prescriptions there was nothing to produce vomiting. I also prescribed stimulants, spirits and tonic, and at one time champagne, and at another claret and Australian wine and probably port. I would not expect any of these stimulants to cause vomiting. None of my prescriptions contained atropia, colchicum, or antimony, or any preparation of these things. Captain Cain complained to me of his wife's making him sick. This was a few weeks before his death. By a few weeks I mean within two months, but I cannot fix the exact date. I do not remember whether it was before or after Christmas. I last saw Captain Cain the day before his death. He was much worse then than he had been for some weeks before. The administration of atropia, colchicum, or antimony to anyone in Captain Cain's condition would certainly accelerate death. Hall had conversations with me during Captain Cain's illness. They were mostly enquiries as to how the case was progressing, and on one occasion Hall asked me how long the Captain was likely to live. Atropia or colchicum taken into the system would not be discovered by analysis eight or nine months after death. Antimony would be found after the same lapse of time. [6,581,166,1137]
paragraph: In reply to a question, the Clerk said he had written to Captain Haybittle, inquiring whether the opening of Healey Street would be of any use to the volunteers, but had received no reply.—It was decided to allow the matter to stand over. [485,107,633,167]
ad-place: TIMARU AND WINCHESTER. [656,1281,762,1291]
ad-body: the latter of which have been imported to our order. We quote the following prices per lb. for New Season's TEA:— 1s 6d, 1s 10d, 1s 4d, 1s 7d, 2s and 2s 6d. The best value ever offered in the district. [640,327,778,388]
paragraph: To Mr Raymond: I would not give him £6 for the mare. The foal was worth more than the mare. [172,1354,324,1385]
paragraph: Tenders for contract No. 18, kerbing in Main South Road and Railway Terrace were received:—J. Whitehead, £25 6s per chain (£1 3s 4d); W. Fisher, £8 5s per chain (£120 12 6); D. McKenzie, £3 3s per chain (£110 6s).—After care- [330,1455,480,1516]
